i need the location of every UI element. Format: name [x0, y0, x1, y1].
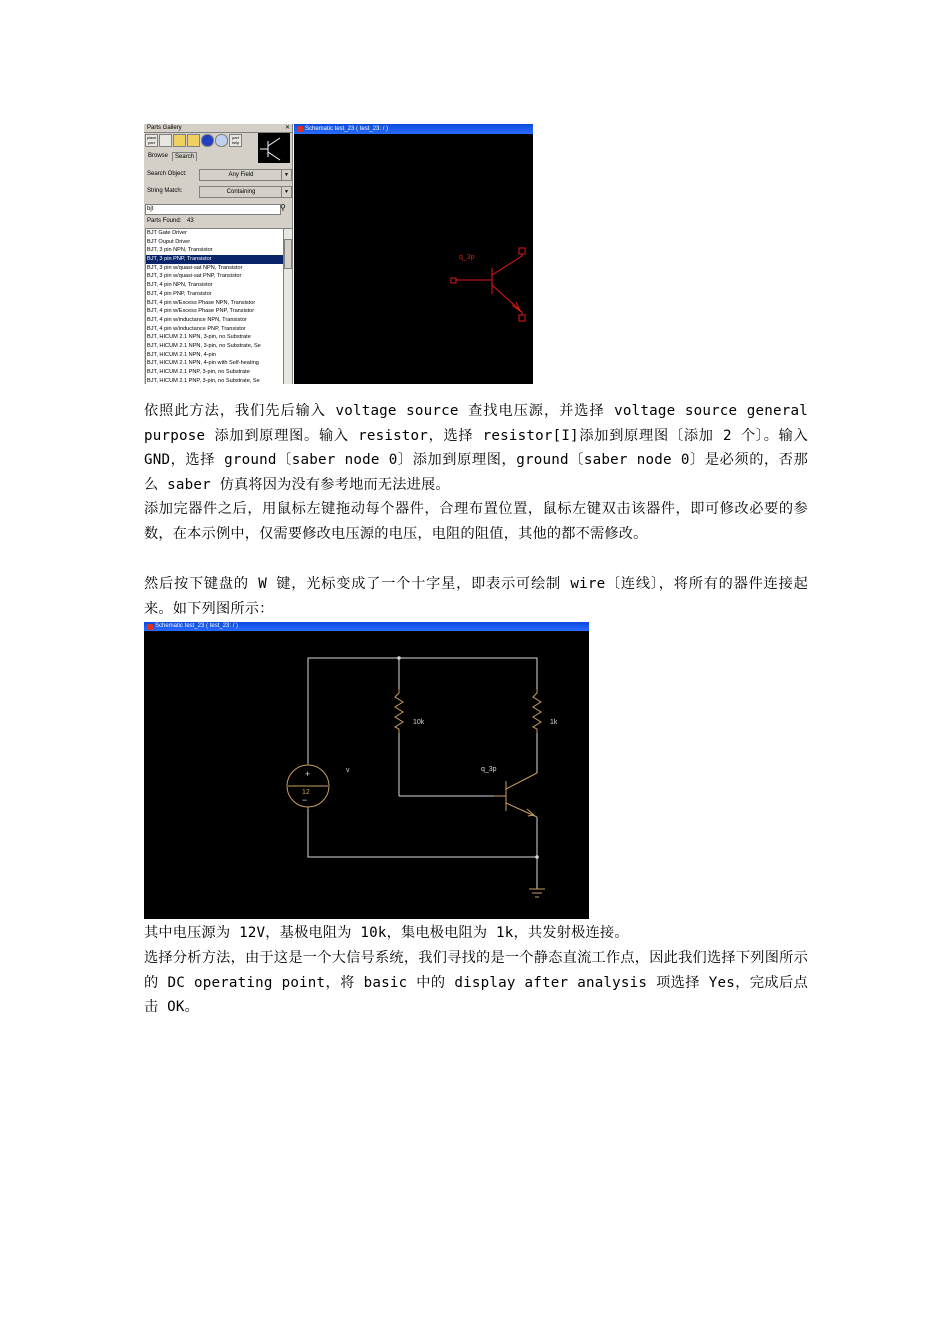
- gallery-titlebar: [144, 124, 292, 133]
- paragraph-5: 选择分析方法，由于这是一个大信号系统，我们寻找的是一个静态直流工作点，因此我们选择下列图所示的 DC operating point，将 basic 中的 display after analysis 项选择 Yes，完成后点击 OK。: [144, 950, 808, 1016]
- part-label: q_3p: [459, 254, 475, 261]
- schematic-titlebar-2: [144, 622, 589, 631]
- list-item[interactable]: BJT, 4 pin w/Excess Phase PNP, Transistor: [147, 308, 255, 315]
- gallery-tabs: [146, 152, 197, 161]
- ground-symbol[interactable]: [529, 889, 545, 897]
- source-plus: +: [305, 769, 311, 779]
- list-item[interactable]: BJT, 3 pin w/quasi-sat NPN, Transistor: [147, 264, 243, 271]
- parts-list-scrollbar[interactable]: [283, 228, 293, 384]
- list-item[interactable]: BJT, 4 pin w/inductance PNP, Transistor: [147, 325, 246, 332]
- gallery-title: Parts Gallery: [147, 125, 182, 131]
- schematic-canvas-1[interactable]: [294, 134, 533, 384]
- open-folder-icon[interactable]: [187, 134, 200, 147]
- list-item[interactable]: BJT, 4 pin NPN, Transistor: [147, 282, 213, 289]
- search-input[interactable]: bjt: [145, 204, 281, 215]
- base-resistor-symbol[interactable]: [395, 689, 403, 733]
- parts-gallery-screenshot: [144, 124, 533, 384]
- parts-found: [147, 218, 194, 224]
- list-item[interactable]: BJT, 3 pin NPN, Transistor: [147, 247, 213, 254]
- source-label: v: [346, 767, 350, 774]
- string-match-select[interactable]: Containing: [199, 186, 283, 198]
- list-item[interactable]: BJT, HICUM 2.1 NPN, 4-pin with Self-heating: [147, 360, 259, 367]
- schematic-title: Schematic test_23 ( test_23: / ): [305, 126, 389, 132]
- tab-search[interactable]: Search: [172, 152, 197, 161]
- window-icon: [297, 126, 303, 132]
- search-object-row: [147, 168, 291, 180]
- schematic-titlebar: [294, 124, 533, 134]
- source-value: 12: [302, 789, 310, 796]
- binoculars-icon[interactable]: ⚲: [280, 203, 286, 212]
- transistor-symbol[interactable]: [494, 773, 537, 817]
- search-object-label: Search Object:: [147, 171, 187, 177]
- paragraph-2: 添加完器件之后，用鼠标左键拖动每个器件，合理布置位置，鼠标左键双击该器件，即可修改必要的参数，在本示例中，仅需要修改电压源的电压，电阻的阻值，其他的都不需修改。: [144, 501, 808, 542]
- schematic-window-2: [144, 622, 589, 919]
- paragraph-3: 然后按下键盘的 W 键，光标变成了一个十字星，即表示可绘制 wire〔连线〕，将所有的器件连接起来。如下列图所示：: [144, 576, 808, 617]
- junction-dot: [397, 656, 401, 660]
- list-item[interactable]: BJT, HICUM 2.1 PNP, 3-pin, no Substrate: [147, 369, 250, 375]
- list-item[interactable]: BJT, 4 pin w/Excess Phase NPN, Transistor: [147, 299, 256, 306]
- paragraph-4: 其中电压源为 12V，基极电阻为 10k，集电极电阻为 1k，共发射极连接。: [144, 925, 629, 941]
- search-object-select[interactable]: Any Field: [199, 169, 283, 181]
- base-resistor-value: 10k: [413, 719, 425, 726]
- list-item[interactable]: BJT, HICUM 2.1 NPN, 4-pin: [147, 351, 217, 358]
- source-minus: −: [302, 795, 308, 805]
- window-icon: [147, 624, 153, 630]
- list-item[interactable]: BJT, 3 pin w/quasi-sat PNP, Transistor: [147, 273, 242, 280]
- gallery-toolbar: [145, 133, 242, 147]
- part-help-button[interactable]: part help: [229, 134, 242, 147]
- parts-found-count: 43: [187, 218, 194, 224]
- transistor-preview-icon: [258, 133, 290, 163]
- list-item[interactable]: BJT, HICUM 2.1 NPN, 3-pin, no Substrate, Se: [147, 342, 261, 349]
- string-match-row: [147, 185, 291, 197]
- list-item[interactable]: BJT Ouput Driver: [147, 238, 191, 245]
- collector-resistor-symbol[interactable]: [533, 689, 541, 733]
- string-match-label: String Match:: [147, 188, 183, 194]
- list-item[interactable]: BJT, 4 pin w/inductance NPN, Transistor: [147, 316, 247, 323]
- magnifier-icon[interactable]: [215, 134, 228, 147]
- parts-list: [145, 228, 285, 384]
- list-item[interactable]: BJT, 4 pin PNP, Transistor: [147, 290, 212, 297]
- paragraph-1: 依照此方法，我们先后输入 voltage source 查找电压源，并选择 voltage source general purpose 添加到原理图。输入 resistor，选择 resistor[I]添加到原理图〔添加 2 个〕。输入 GND，选择 ground〔saber node 0〕添加到原理图，ground〔saber node 0〕是必须的，否那么 saber 仿真将因为没有参考地而无法进展。: [144, 403, 808, 493]
- circuit-wires: [308, 658, 537, 889]
- place-part-button[interactable]: place part: [146, 134, 157, 145]
- folder-icon[interactable]: [173, 134, 186, 147]
- schematic-window-1: [294, 124, 533, 384]
- refresh-icon[interactable]: [159, 134, 172, 147]
- parts-gallery-panel: [144, 124, 293, 384]
- schematic-canvas-2[interactable]: [144, 631, 589, 919]
- close-icon[interactable]: ✕: [284, 125, 290, 131]
- chevron-down-icon[interactable]: ▼: [281, 186, 292, 198]
- list-item[interactable]: BJT, 3 pin PNP, Transistor: [146, 255, 284, 264]
- parts-found-label: Parts Found:: [147, 218, 182, 224]
- collector-resistor-value: 1k: [550, 719, 558, 726]
- info-icon[interactable]: [201, 134, 214, 147]
- junction-dot: [535, 855, 539, 859]
- part-preview: [258, 133, 290, 163]
- scrollbar-thumb[interactable]: [284, 239, 292, 269]
- transistor-label: q_3p: [481, 766, 497, 773]
- list-item[interactable]: BJT, HICUM 2.1 NPN, 3-pin, no Substrate: [147, 334, 251, 341]
- list-item[interactable]: BJT Gate Driver: [147, 230, 187, 236]
- list-item[interactable]: BJT, HICUM 2.1 PNP, 3-pin, no Substrate, Se: [147, 377, 260, 384]
- tab-browse[interactable]: Browse: [148, 153, 169, 159]
- schematic-title-2: Schematic test_23 ( test_23: / ): [155, 623, 239, 629]
- chevron-down-icon[interactable]: ▼: [281, 169, 292, 181]
